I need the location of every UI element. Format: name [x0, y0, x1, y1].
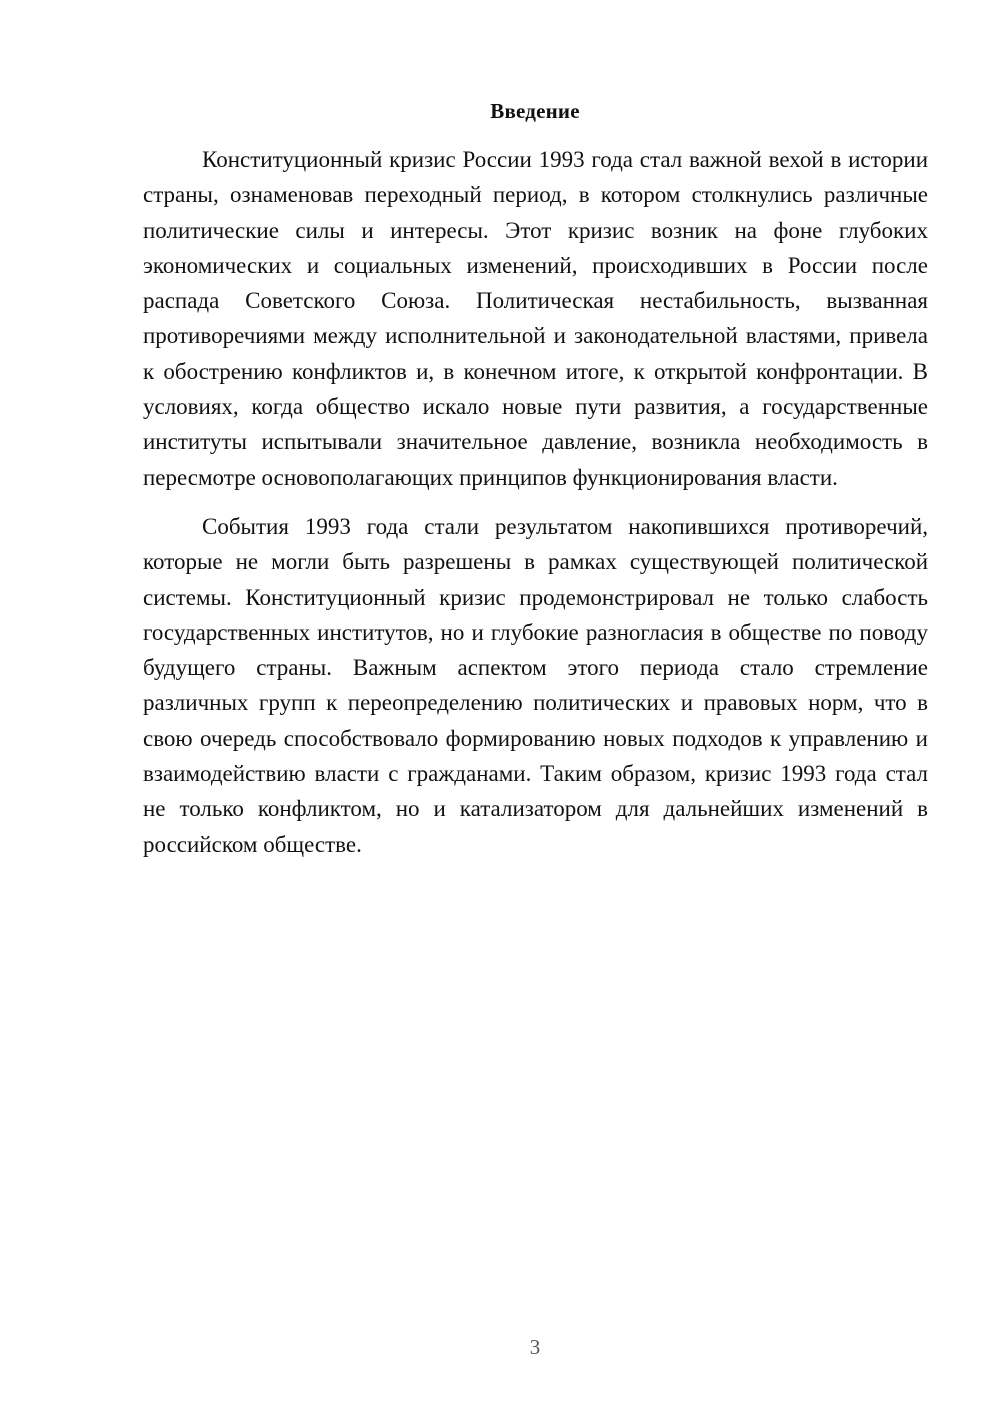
body-text — [143, 142, 928, 862]
paragraph-2: События 1993 года стали результатом накопившихся противоречий, которые не могли быть разрешены в рамках существующей политической системы. Конституционный кризис продемонстрировал не только слабость государственных институтов, но и глубокие разногласия в обществе по поводу будущего страны. Важным аспектом этого периода стало стремление различных групп к переопределению политических и правовых норм, что в свою очередь способствовало формированию новых подходов к управлению и взаимодействию власти с гражданами. Таким образом, кризис 1993 года стал не только конфликтом, но и катализатором для дальнейших изменений в российском обществе. — [143, 513, 928, 857]
paragraph-1: Конституционный кризис России 1993 года стал важной вехой в истории страны, ознаменовав переходный период, в котором столкнулись различные политические силы и интересы. Этот кризис возник на фоне глубоких экономических и социальных изменений, происходивших в России после распада Советского Союза. Политическая нестабильность, вызванная противоречиями между исполнительной и законодательной властями, привела к обострению конфликтов и, в конечном итоге, к открытой конфронтации. В условиях, когда общество искало новые пути развития, а государственные институты испытывали значительное давление, возникла необходимость в пересмотре основополагающих принципов функционирования власти. — [143, 147, 928, 490]
page-number: 3 — [529, 1335, 541, 1359]
section-heading: Введение — [490, 99, 580, 123]
